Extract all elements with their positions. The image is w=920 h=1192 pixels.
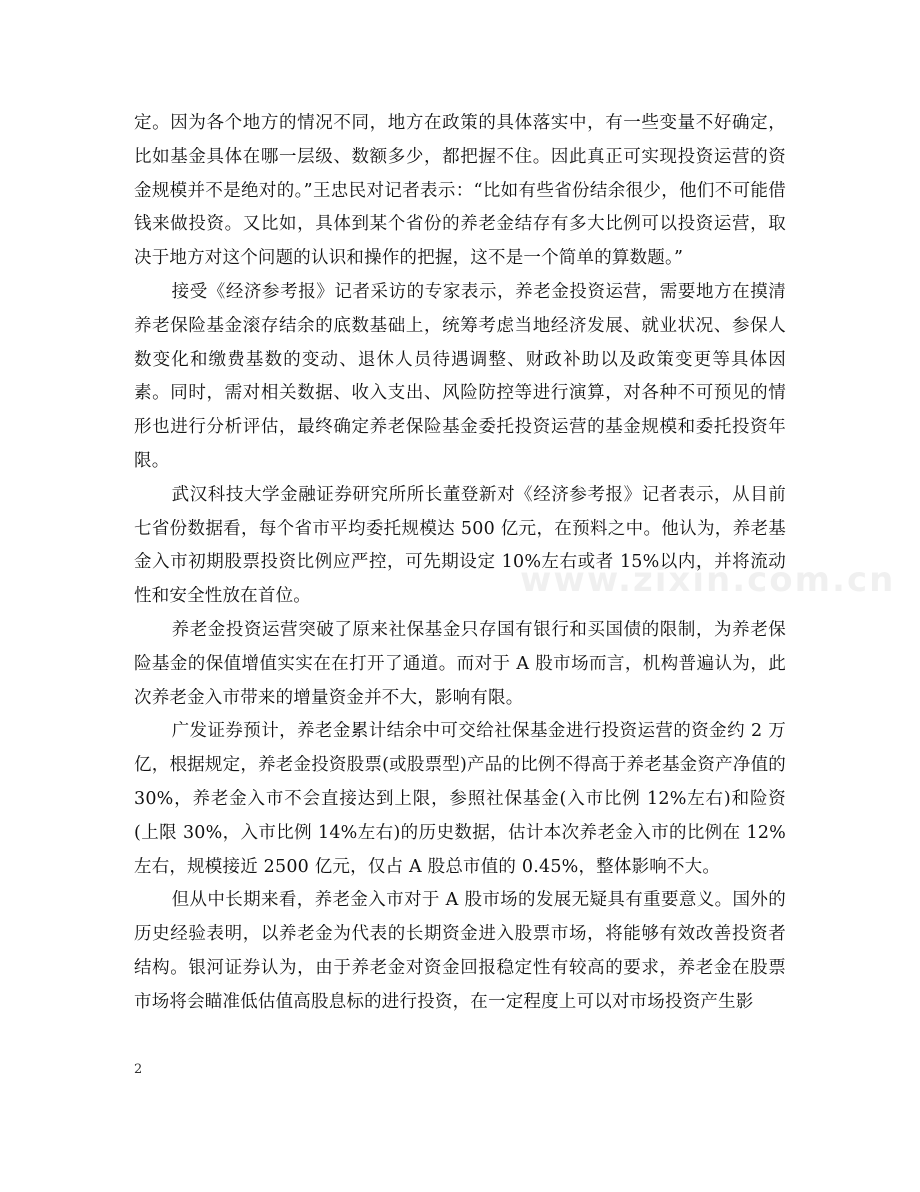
paragraph-continuation: 定。因为各个地方的情况不同，地方在政策的具体落实中，有一些变量不好确定，比如基金具体在哪一层级、数额多少，都把握不住。因此真正可实现投资运营的资金规模并不是绝对的。”王忠民对记者表示：“比如有些省份结余很少，他们不可能借钱来做投资。又比如，具体到某个省份的养老金结存有多大比例可以投资运营，取决于地方对这个问题的认识和操作的把握，这不是一个简单的算数题。”	[134, 113, 786, 269]
paragraph-investment-breakthrough: 养老金投资运营突破了原来社保基金只存国有银行和买国债的限制，为养老保险基金的保值增值实实在在打开了通道。而对于 A 股市场而言，机构普遍认为，此次养老金入市带来的增量资金并不大，影响有限。	[134, 619, 786, 708]
paragraph-dong-dengxin: 武汉科技大学金融证券研究所所长董登新对《经济参考报》记者表示，从目前七省份数据看，每个省市平均委托规模达 500 亿元，在预料之中。他认为，养老基金入市初期股票投资比例应严控，可先期设定 10%左右或者 15%以内，并将流动性和安全性放在首位。	[134, 484, 786, 607]
paragraph-long-term: 但从中长期来看，养老金入市对于 A 股市场的发展无疑具有重要意义。国外的历史经验表明，以养老金为代表的长期资金进入股票市场，将能够有效改善投资者结构。银河证券认为，由于养老金对资金回报稳定性有较高的要求，养老金在股票市场将会瞄准低估值高股息标的进行投资，在一定程度上可以对市场投资产生影	[134, 890, 786, 1012]
paragraph-experts: 接受《经济参考报》记者采访的专家表示，养老金投资运营，需要地方在摸清养老保险基金滚存结余的底数基础上，统筹考虑当地经济发展、就业状况、参保人数变化和缴费基数的变动、退休人员待遇调整、财政补助以及政策变更等具体因素。同时，需对相关数据、收入支出、风险防控等进行演算，对各种不可预见的情形也进行分析评估，最终确定养老保险基金委托投资运营的基金规模和委托投资年限。	[134, 281, 786, 471]
paragraph-gf-securities: 广发证券预计，养老金累计结余中可交给社保基金进行投资运营的资金约 2 万亿，根据规定，养老金投资股票(或股票型)产品的比例不得高于养老基金资产净值的30%，养老金入市不会直接达到上限，参照社保基金(入市比例 12%左右)和险资(上限 30%，入市比例 14%左右)的历史数据，估计本次养老金入市的比例在 12%左右，规模接近 2500 亿元，仅占 A 股总市值的 0.45%，整体影响不大。	[134, 721, 786, 877]
watermark: www.zixin.com.cn	[520, 560, 896, 600]
page-number: 2	[134, 1062, 143, 1077]
